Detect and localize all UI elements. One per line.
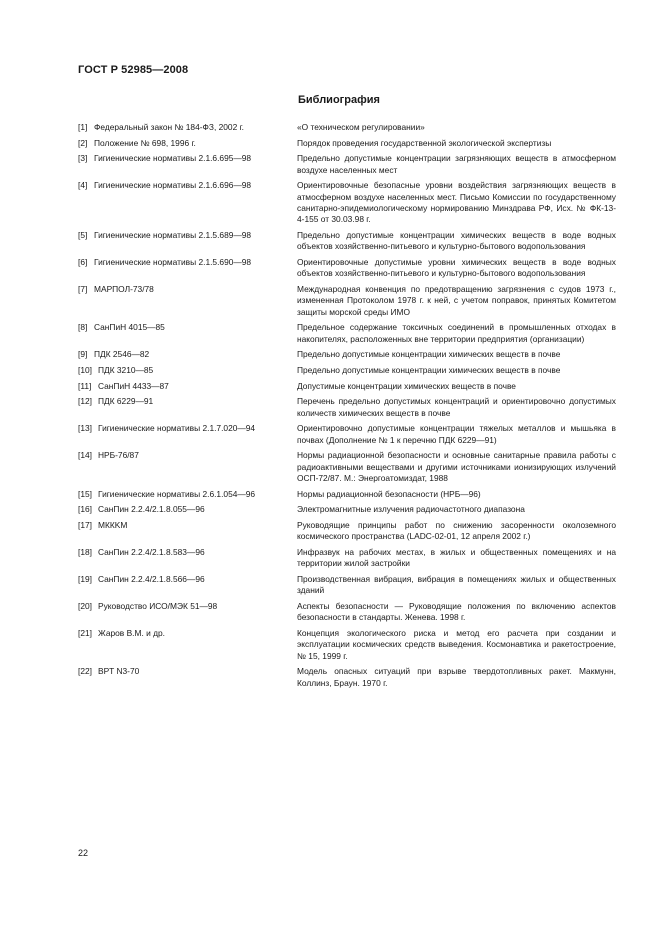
entry-source: Гигиенические нормативы 2.1.5.689—98 xyxy=(94,230,252,240)
bibliography-entry xyxy=(78,349,616,360)
entry-number: [16] xyxy=(78,504,92,515)
bibliography-entry xyxy=(78,666,616,689)
entry-source: Гигиенические нормативы 2.6.1.054—96 xyxy=(98,488,256,499)
entry-source: Положение № 698, 1996 г. xyxy=(94,137,196,148)
entry-description: Нормы радиационной безопасности (НРБ—96) xyxy=(297,488,481,499)
entry-description: Концепция экологического риска и метод его расчета при создании и эксплуатации космических средств выведения. Космонавтика и ракетостроение, № 15, 1999 г. xyxy=(297,627,616,661)
entry-reference xyxy=(78,365,297,376)
entry-reference xyxy=(78,628,297,639)
bibliography-entry xyxy=(78,520,616,543)
bibliography-entry xyxy=(78,450,616,484)
entry-source: Руководство ИСО/МЭК 51—98 xyxy=(98,600,218,611)
entry-reference xyxy=(78,396,297,407)
bibliography-entry xyxy=(78,574,616,597)
entry-number: [21] xyxy=(78,627,92,638)
entry-description: Нормы радиационной безопасности и основные санитарные правила работы с радиоактивными веществами и другими источниками ионизирующих излучений ОСП-72/87. М.: Энергоатомиздат, 1988 xyxy=(297,450,616,483)
entry-source: СанПин 2.2.4/2.1.8.566—96 xyxy=(98,573,205,584)
entry-description: Электромагнитные излучения радиочастотного диапазона xyxy=(297,504,525,515)
entry-reference xyxy=(78,180,297,191)
entry-number: [1] xyxy=(78,122,88,132)
entry-reference xyxy=(78,381,297,392)
section-title: Библиография xyxy=(298,94,380,106)
entry-description: Допустимые концентрации химических веществ в почве xyxy=(297,380,516,391)
entry-source: СанПин 2.2.4/2.1.8.583—96 xyxy=(98,546,205,557)
entry-description: Порядок проведения государственной экологической экспертизы xyxy=(297,137,552,148)
bibliography-entry xyxy=(78,322,616,345)
entry-number: [9] xyxy=(78,349,88,360)
entry-number: [12] xyxy=(78,396,92,407)
entry-description: Перечень предельно допустимых концентраций и ориентировочно допустимых количеств химических веществ в почве xyxy=(297,396,616,418)
entry-reference xyxy=(78,666,297,677)
bibliography-entry xyxy=(78,547,616,570)
entry-description: Предельно допустимые концентрации загрязняющих веществ в атмосферном воздухе населенных мест xyxy=(297,153,616,175)
entry-number: [20] xyxy=(78,600,92,611)
bibliography-entry xyxy=(78,628,616,662)
entry-reference xyxy=(78,284,297,295)
entry-description: Предельно допустимые концентрации химических веществ в воде водных объектов хозяйственно-питьевого и культурно-бытового водопользования xyxy=(297,230,616,252)
entry-reference xyxy=(78,547,297,558)
entry-source: Гигиенические нормативы 2.1.6.695—98 xyxy=(94,153,252,164)
entry-reference xyxy=(78,423,297,434)
entry-source: МККKM xyxy=(98,519,128,530)
bibliography-entry xyxy=(78,423,616,446)
entry-source: СанПин 2.2.4/2.1.8.055—96 xyxy=(98,504,205,515)
entry-number: [13] xyxy=(78,423,92,434)
entry-source: МАРПОЛ-73/78 xyxy=(94,284,154,294)
entry-description: Предельное содержание токсичных соединений в промышленных отходах в накопителях, расположенных вне территории предприятия (организации) xyxy=(297,322,616,344)
entry-source: Жаров В.М. и др. xyxy=(98,627,165,638)
entry-number: [3] xyxy=(78,153,88,164)
entry-reference xyxy=(78,122,297,133)
entry-reference xyxy=(78,520,297,531)
entry-source: НРБ-76/87 xyxy=(98,450,139,461)
entry-reference xyxy=(78,153,297,164)
entry-reference xyxy=(78,574,297,585)
entry-reference xyxy=(78,504,297,515)
entry-number: [11] xyxy=(78,380,92,391)
bibliography-list xyxy=(78,122,616,693)
bibliography-entry xyxy=(78,122,616,133)
bibliography-entry xyxy=(78,504,616,515)
entry-description: «О техническом регулировании» xyxy=(297,122,425,132)
document-code: ГОСТ Р 52985—2008 xyxy=(78,64,189,76)
entry-reference xyxy=(78,601,297,612)
entry-number: [4] xyxy=(78,180,88,191)
entry-description: Инфразвук на рабочих местах, в жилых и общественных помещениях и на территории жилой застройки xyxy=(297,546,616,569)
entry-description: Производственная вибрация, вибрация в помещениях жилых и общественных зданий xyxy=(297,573,616,596)
bibliography-entry xyxy=(78,601,616,624)
entry-number: [5] xyxy=(78,230,88,240)
bibliography-entry xyxy=(78,180,616,226)
entry-reference xyxy=(78,230,297,241)
entry-source: Гигиенические нормативы 2.1.7.020—94 xyxy=(98,423,256,434)
entry-source: ПДК 6229—91 xyxy=(98,396,154,407)
entry-source: СанПиН 4015—85 xyxy=(94,322,165,333)
entry-reference xyxy=(78,322,297,333)
bibliography-entry xyxy=(78,284,616,318)
entry-source: Гигиенические нормативы 2.1.6.696—98 xyxy=(94,180,252,191)
entry-source: Гигиенические нормативы 2.1.5.690—98 xyxy=(94,257,252,267)
entry-number: [22] xyxy=(78,666,92,677)
entry-number: [7] xyxy=(78,284,88,294)
bibliography-entry xyxy=(78,365,616,376)
entry-description: Международная конвенция по предотвращению загрязнения с судов 1973 г., измененная Протоколом 1978 г. к ней, с учетом поправок, принятых Комитетом защиты морской среды ИМО xyxy=(297,284,616,317)
bibliography-entry xyxy=(78,396,616,419)
page-number: 22 xyxy=(78,848,89,858)
entry-number: [6] xyxy=(78,257,88,267)
entry-description: Модель опасных ситуаций при взрыве твердотопливных ракет. Макмунн, Коллинз, Браун. 1970 г. xyxy=(297,666,616,688)
entry-number: [19] xyxy=(78,573,92,584)
entry-number: [15] xyxy=(78,488,92,499)
entry-number: [18] xyxy=(78,546,92,557)
entry-description: Ориентировочные допустимые уровни химических веществ в воде водных объектов хозяйственно-питьевого и культурно-бытового водопользования xyxy=(297,257,616,279)
entry-description: Предельно допустимые концентрации химических веществ в почве xyxy=(297,365,561,375)
entry-number: [14] xyxy=(78,450,92,461)
entry-reference xyxy=(78,138,297,149)
entry-source: BPT N3-70 xyxy=(98,666,140,677)
bibliography-entry xyxy=(78,230,616,253)
entry-description: Ориентировочные безопасные уровни воздействия загрязняющих веществ в атмосферном воздухе населенных мест. Письмо Комиссии по государственному санитарно-эпидемиологическому нормированию Минздрава РФ, Исх. № ФК-13-4-155 от 30.03.98 г. xyxy=(297,180,616,225)
entry-source: СанПиН 4433—87 xyxy=(98,380,169,391)
entry-number: [8] xyxy=(78,322,88,333)
entry-source: ПДК 3210—85 xyxy=(98,365,154,375)
entry-description: Предельно допустимые концентрации химических веществ в почве xyxy=(297,349,561,360)
bibliography-entry xyxy=(78,153,616,176)
bibliography-entry xyxy=(78,138,616,149)
entry-number: [2] xyxy=(78,137,88,148)
entry-description: Ориентировочно допустимые концентрации тяжелых металлов и мышьяка в почвах (Дополнение № 1 к перечню ПДК 6229—91) xyxy=(297,423,616,445)
bibliography-entry xyxy=(78,257,616,280)
entry-reference xyxy=(78,349,297,360)
bibliography-entry xyxy=(78,489,616,500)
entry-reference xyxy=(78,257,297,268)
entry-reference xyxy=(78,450,297,461)
bibliography-entry xyxy=(78,381,616,392)
entry-reference xyxy=(78,489,297,500)
entry-number: [10] xyxy=(78,365,92,375)
entry-description: Руководящие принципы работ по снижению засоренности околоземного космического пространства (LADC-02-01, 12 апреля 2002 г.) xyxy=(297,519,616,542)
entry-description: Аспекты безопасности — Руководящие положения по включению аспектов безопасности в стандарты. Женева. 1998 г. xyxy=(297,600,616,623)
entry-source: Федеральный закон № 184-ФЗ, 2002 г. xyxy=(94,122,244,132)
entry-source: ПДК 2546—82 xyxy=(94,349,150,360)
entry-number: [17] xyxy=(78,519,92,530)
